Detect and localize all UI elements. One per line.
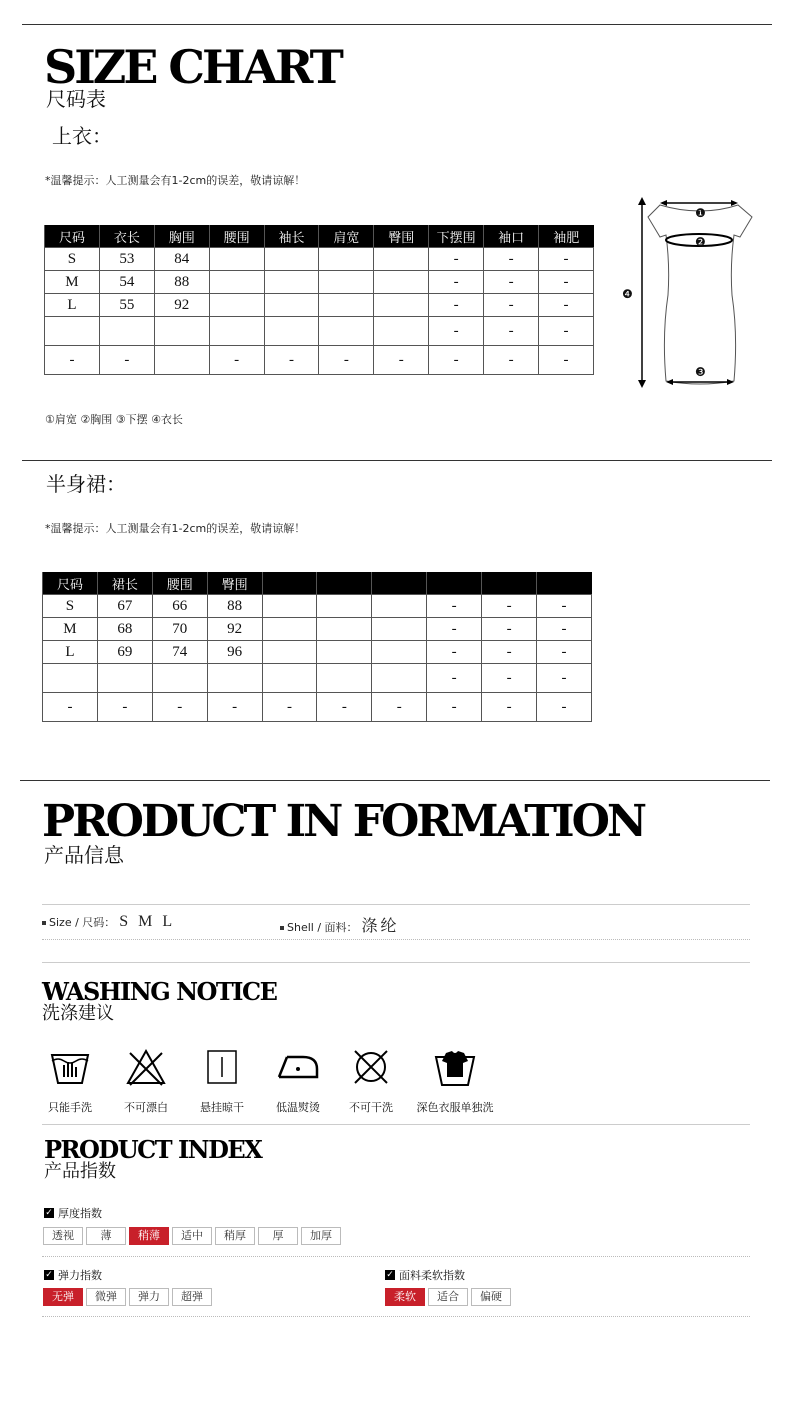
top-cell: 84 (154, 248, 209, 271)
skirt-cell: L (43, 641, 98, 664)
top-cell: - (45, 346, 100, 375)
skirt-cell: - (537, 618, 592, 641)
table-row (45, 248, 594, 271)
skirt-cell (207, 664, 262, 693)
top-cell: L (45, 294, 100, 317)
skirt-cell (97, 664, 152, 693)
skirt-header-cell (482, 572, 537, 595)
top-cell (264, 248, 319, 271)
marker-4: ❹ (622, 287, 633, 301)
top-header-cell: 下摆围 (429, 225, 484, 248)
divider-index (42, 1124, 750, 1125)
skirt-header-cell: 臀围 (207, 572, 262, 595)
top-cell: 54 (99, 271, 154, 294)
product-info-subtitle: 产品信息 (44, 843, 124, 867)
skirt-cell: - (427, 664, 482, 693)
top-cell: - (539, 248, 594, 271)
size-value: S M L (119, 913, 176, 930)
skirt-cell: - (537, 664, 592, 693)
index-option: 超弹 (172, 1288, 212, 1306)
softness-scale (385, 1288, 514, 1306)
skirt-cell: 96 (207, 641, 262, 664)
shell-info (280, 913, 400, 936)
skirt-cell: 68 (97, 618, 152, 641)
thickness-scale (43, 1227, 344, 1245)
skirt-header-cell (262, 572, 317, 595)
skirt-heading: 半身裙： (46, 472, 126, 496)
table-row (43, 664, 592, 693)
size-chart-title: SIZE CHART (44, 40, 341, 94)
top-cell: - (484, 294, 539, 317)
skirt-cell (372, 595, 427, 618)
shell-label: Shell / 面料： (287, 921, 358, 934)
marker-2: ❷ (695, 235, 706, 249)
dark-separate-wash-icon (410, 1045, 500, 1089)
top-cell (209, 248, 264, 271)
top-header-cell: 腰围 (209, 225, 264, 248)
top-cell: - (374, 346, 429, 375)
index-option: 适中 (172, 1227, 212, 1245)
washing-title: WASHING NOTICE (42, 977, 277, 1006)
top-cell (319, 294, 374, 317)
table-row (43, 595, 592, 618)
top-cell (374, 294, 429, 317)
table-row (43, 693, 592, 722)
skirt-header-cell (372, 572, 427, 595)
top-cell: - (429, 294, 484, 317)
product-info-title: PRODUCT IN FORMATION (42, 796, 645, 847)
index-option: 弹力 (129, 1288, 169, 1306)
top-divider (22, 24, 772, 25)
top-header-cell: 臀围 (374, 225, 429, 248)
divider-product (20, 780, 770, 781)
table-row (45, 294, 594, 317)
top-cell (374, 271, 429, 294)
top-cell: 92 (154, 294, 209, 317)
measure-legend: ①肩宽 ②胸围 ③下摆 ④衣长 (45, 413, 183, 426)
no-bleach-label: 不可漂白 (124, 1101, 168, 1114)
top-cell: S (45, 248, 100, 271)
divider-skirt (22, 460, 772, 461)
dress-diagram (620, 195, 760, 390)
skirt-cell: - (482, 641, 537, 664)
skirt-cell: - (427, 595, 482, 618)
top-cell: 88 (154, 271, 209, 294)
low-iron-label: 低温熨烫 (276, 1101, 320, 1114)
skirt-cell: - (427, 641, 482, 664)
index-option: 微弹 (86, 1288, 126, 1306)
skirt-cell (372, 664, 427, 693)
wash-item-dryclean (326, 1045, 416, 1115)
top-cell: - (429, 346, 484, 375)
skirt-cell: 69 (97, 641, 152, 664)
top-header-cell: 尺码 (45, 225, 100, 248)
top-cell (209, 317, 264, 346)
index-line-2 (42, 1316, 750, 1317)
top-cell: - (539, 294, 594, 317)
skirt-cell: 74 (152, 641, 207, 664)
top-cell (374, 248, 429, 271)
top-cell: - (429, 248, 484, 271)
index-option: 适合 (428, 1288, 468, 1306)
skirt-note: *温馨提示：人工测量会有1-2cm的误差，敬请谅解！ (45, 522, 306, 535)
skirt-cell: - (152, 693, 207, 722)
skirt-cell (372, 618, 427, 641)
skirt-cell: - (207, 693, 262, 722)
size-chart-subtitle: 尺码表 (46, 87, 106, 111)
skirt-header-cell: 腰围 (152, 572, 207, 595)
top-cell: - (429, 317, 484, 346)
skirt-cell: - (537, 595, 592, 618)
top-cell (319, 248, 374, 271)
washing-subtitle: 洗涤建议 (42, 1003, 114, 1024)
top-cell: M (45, 271, 100, 294)
table-row (45, 317, 594, 346)
skirt-cell (152, 664, 207, 693)
skirt-cell (317, 664, 372, 693)
index-option: 柔软 (385, 1288, 425, 1306)
top-cell (209, 294, 264, 317)
index-option: 加厚 (301, 1227, 341, 1245)
skirt-cell: - (317, 693, 372, 722)
top-cell (264, 317, 319, 346)
table-row (45, 271, 594, 294)
softness-label: ✓ 面料柔软指数 (386, 1269, 465, 1282)
skirt-header-cell (537, 572, 592, 595)
top-cell (374, 317, 429, 346)
skirt-cell (262, 641, 317, 664)
dark-separate-wash-label: 深色衣服单独洗 (416, 1101, 494, 1114)
info-line-bottom (42, 939, 750, 940)
size-label: Size / 尺码： (49, 916, 116, 929)
skirt-cell: - (97, 693, 152, 722)
top-cell (264, 294, 319, 317)
skirt-header-cell (317, 572, 372, 595)
top-cell (154, 317, 209, 346)
wash-item-dark (410, 1045, 500, 1115)
skirt-cell (262, 595, 317, 618)
divider-washing (42, 962, 750, 963)
top-header-cell: 袖肥 (539, 225, 594, 248)
marker-1: ❶ (695, 206, 706, 220)
top-cell (154, 346, 209, 375)
skirt-cell: 92 (207, 618, 262, 641)
top-cell (45, 317, 100, 346)
top-header-cell: 袖口 (484, 225, 539, 248)
skirt-cell: 88 (207, 595, 262, 618)
index-option: 偏硬 (471, 1288, 511, 1306)
skirt-cell: 70 (152, 618, 207, 641)
top-header-cell: 衣长 (99, 225, 154, 248)
shell-value: 涤纶 (361, 918, 400, 935)
top-size-table (44, 225, 594, 375)
skirt-cell: - (43, 693, 98, 722)
skirt-cell: - (482, 693, 537, 722)
top-heading: 上衣： (52, 124, 112, 148)
info-line-top (42, 904, 750, 905)
checkbox-icon: ✓ (45, 1207, 53, 1218)
skirt-cell (372, 641, 427, 664)
index-option: 薄 (86, 1227, 126, 1245)
top-cell: 55 (99, 294, 154, 317)
checkbox-icon: ✓ (386, 1269, 394, 1280)
skirt-cell: 67 (97, 595, 152, 618)
skirt-cell (262, 618, 317, 641)
hand-wash-label: 只能手洗 (48, 1101, 92, 1114)
skirt-header-cell: 尺码 (43, 572, 98, 595)
checkbox-icon: ✓ (45, 1269, 53, 1280)
top-cell: - (429, 271, 484, 294)
index-option: 透视 (43, 1227, 83, 1245)
skirt-header-cell (427, 572, 482, 595)
table-row (43, 641, 592, 664)
table-row (43, 618, 592, 641)
skirt-header-cell: 裙长 (97, 572, 152, 595)
skirt-cell (317, 641, 372, 664)
marker-3: ❸ (695, 365, 706, 379)
index-option: 厚 (258, 1227, 298, 1245)
top-header-cell: 肩宽 (319, 225, 374, 248)
top-cell: - (99, 346, 154, 375)
table-row (45, 346, 594, 375)
size-info (42, 913, 175, 931)
index-option: 稍薄 (129, 1227, 169, 1245)
no-dry-clean-icon (326, 1045, 416, 1089)
top-cell: - (264, 346, 319, 375)
skirt-cell: - (482, 595, 537, 618)
top-cell: - (209, 346, 264, 375)
skirt-cell: - (482, 618, 537, 641)
no-dry-clean-label: 不可干洗 (349, 1101, 393, 1114)
skirt-cell: - (262, 693, 317, 722)
top-note: *温馨提示：人工测量会有1-2cm的误差，敬请谅解！ (45, 174, 306, 187)
skirt-cell (43, 664, 98, 693)
index-line-1 (42, 1256, 750, 1257)
top-header-cell: 胸围 (154, 225, 209, 248)
skirt-cell: - (537, 641, 592, 664)
index-option: 无弹 (43, 1288, 83, 1306)
skirt-cell: M (43, 618, 98, 641)
top-cell: - (484, 317, 539, 346)
elasticity-scale (43, 1288, 215, 1306)
thickness-label: ✓ 厚度指数 (45, 1207, 102, 1220)
hang-dry-label: 悬挂晾干 (200, 1101, 244, 1114)
top-cell (209, 271, 264, 294)
skirt-size-table (42, 572, 592, 722)
skirt-cell: - (372, 693, 427, 722)
top-cell: - (319, 346, 374, 375)
skirt-cell (317, 618, 372, 641)
skirt-cell: - (482, 664, 537, 693)
top-cell (319, 317, 374, 346)
top-cell: - (539, 346, 594, 375)
top-cell: - (539, 271, 594, 294)
top-cell: - (484, 271, 539, 294)
skirt-cell (317, 595, 372, 618)
skirt-cell: - (537, 693, 592, 722)
skirt-cell: - (427, 618, 482, 641)
elasticity-label: ✓ 弹力指数 (45, 1269, 102, 1282)
skirt-cell: S (43, 595, 98, 618)
top-header-cell: 袖长 (264, 225, 319, 248)
top-cell: - (484, 248, 539, 271)
skirt-cell (262, 664, 317, 693)
product-index-title: PRODUCT INDEX (44, 1135, 262, 1164)
top-cell: 53 (99, 248, 154, 271)
top-cell (99, 317, 154, 346)
index-option: 稍厚 (215, 1227, 255, 1245)
top-cell (264, 271, 319, 294)
product-index-subtitle: 产品指数 (44, 1161, 116, 1182)
skirt-cell: - (427, 693, 482, 722)
top-cell (319, 271, 374, 294)
top-cell: - (484, 346, 539, 375)
top-cell: - (539, 317, 594, 346)
skirt-cell: 66 (152, 595, 207, 618)
